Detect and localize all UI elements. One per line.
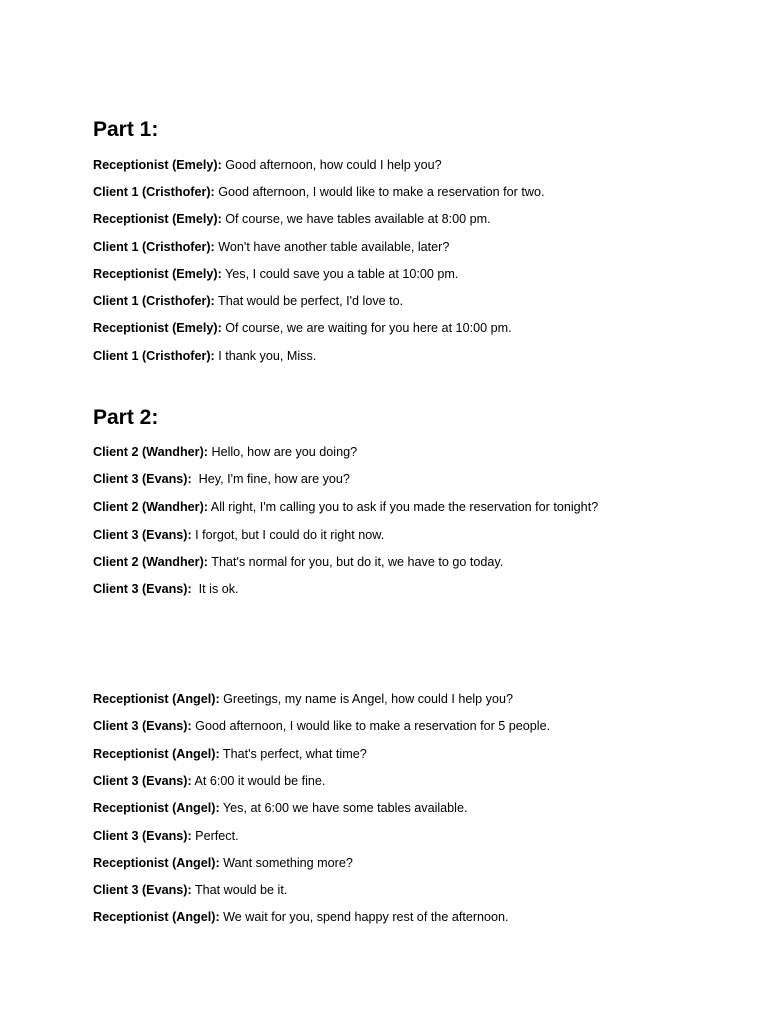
dialogue-line	[93, 855, 353, 871]
part1-heading: Part 1:	[93, 118, 159, 141]
dialogue-text: That would be perfect, I'd love to.	[214, 294, 404, 308]
speaker-label: Client 2 (Wandher):	[93, 500, 208, 514]
dialogue-text: That's normal for you, but do it, we have to go today.	[207, 555, 504, 569]
speaker-label: Client 3 (Evans):	[93, 719, 192, 733]
dialogue-line	[93, 718, 550, 734]
part2-heading: Part 2:	[93, 406, 159, 429]
dialogue-line	[93, 554, 503, 570]
dialogue-line	[93, 266, 458, 282]
dialogue-line	[93, 746, 367, 762]
dialogue-line	[93, 211, 491, 227]
dialogue-line	[93, 239, 449, 255]
dialogue-line	[93, 293, 403, 309]
dialogue-text: Hey, I'm fine, how are you?	[191, 472, 350, 486]
speaker-label: Receptionist (Angel):	[93, 856, 220, 870]
speaker-label: Client 3 (Evans):	[93, 472, 192, 486]
dialogue-text: Hello, how are you doing?	[207, 445, 358, 459]
dialogue-line	[93, 157, 442, 173]
dialogue-line	[93, 909, 509, 925]
dialogue-text: Of course, we are waiting for you here at 10:00 pm.	[221, 321, 512, 335]
dialogue-line	[93, 581, 239, 597]
dialogue-text: Good afternoon, I would like to make a reservation for two.	[214, 185, 545, 199]
speaker-label: Client 1 (Cristhofer):	[93, 349, 215, 363]
speaker-label: Receptionist (Emely):	[93, 212, 222, 226]
dialogue-line	[93, 773, 325, 789]
speaker-label: Client 3 (Evans):	[93, 528, 192, 542]
speaker-label: Client 3 (Evans):	[93, 774, 192, 788]
speaker-label: Client 1 (Cristhofer):	[93, 185, 215, 199]
dialogue-text: At 6:00 it would be fine.	[191, 774, 326, 788]
dialogue-line	[93, 471, 350, 487]
speaker-label: Receptionist (Angel):	[93, 910, 220, 924]
dialogue-text: Yes, at 6:00 we have some tables available.	[219, 801, 468, 815]
speaker-label: Client 1 (Cristhofer):	[93, 240, 215, 254]
dialogue-text: That's perfect, what time?	[219, 747, 367, 761]
dialogue-text: Want something more?	[219, 856, 353, 870]
dialogue-line	[93, 828, 239, 844]
dialogue-line	[93, 348, 316, 364]
dialogue-text: Won't have another table available, later?	[214, 240, 450, 254]
dialogue-line	[93, 320, 512, 336]
dialogue-line	[93, 444, 357, 460]
speaker-label: Client 1 (Cristhofer):	[93, 294, 215, 308]
speaker-label: Client 3 (Evans):	[93, 582, 192, 596]
dialogue-line	[93, 800, 467, 816]
dialogue-text: All right, I'm calling you to ask if you made the reservation for tonight?	[207, 500, 599, 514]
speaker-label: Client 3 (Evans):	[93, 883, 192, 897]
speaker-label: Client 2 (Wandher):	[93, 555, 208, 569]
dialogue-line	[93, 691, 513, 707]
dialogue-text: That would be it.	[191, 883, 288, 897]
speaker-label: Receptionist (Angel):	[93, 692, 220, 706]
speaker-label: Client 3 (Evans):	[93, 829, 192, 843]
speaker-label: Receptionist (Emely):	[93, 321, 222, 335]
speaker-label: Receptionist (Emely):	[93, 158, 222, 172]
dialogue-text: Good afternoon, how could I help you?	[221, 158, 442, 172]
dialogue-text: Of course, we have tables available at 8:00 pm.	[221, 212, 491, 226]
dialogue-line	[93, 527, 384, 543]
dialogue-line	[93, 184, 544, 200]
speaker-label: Client 2 (Wandher):	[93, 445, 208, 459]
speaker-label: Receptionist (Angel):	[93, 747, 220, 761]
dialogue-line	[93, 499, 598, 515]
dialogue-text: I forgot, but I could do it right now.	[191, 528, 385, 542]
speaker-label: Receptionist (Angel):	[93, 801, 220, 815]
dialogue-text: We wait for you, spend happy rest of the afternoon.	[219, 910, 509, 924]
dialogue-text: Perfect.	[191, 829, 239, 843]
dialogue-text: Yes, I could save you a table at 10:00 pm.	[221, 267, 459, 281]
dialogue-text: Greetings, my name is Angel, how could I help you?	[219, 692, 513, 706]
dialogue-text: I thank you, Miss.	[214, 349, 317, 363]
dialogue-line	[93, 882, 287, 898]
speaker-label: Receptionist (Emely):	[93, 267, 222, 281]
dialogue-text: It is ok.	[191, 582, 239, 596]
dialogue-text: Good afternoon, I would like to make a reservation for 5 people.	[191, 719, 551, 733]
